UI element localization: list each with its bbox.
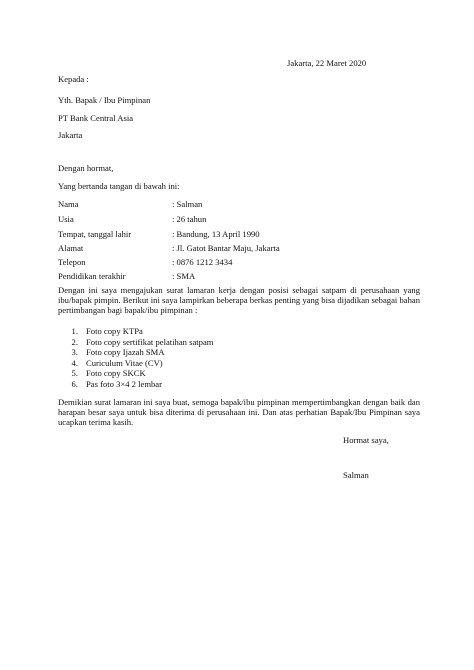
recipient-city: Jakarta [58, 130, 83, 140]
list-item [58, 347, 213, 358]
field-label-nama: Nama [58, 199, 79, 209]
list-item-number: 5. [71, 368, 78, 379]
attachment-list [58, 326, 213, 390]
list-item-text: Curiculum Vitae (CV) [86, 357, 163, 368]
list-item-number: 2. [71, 336, 78, 347]
list-item [58, 358, 213, 369]
recipient-company: PT Bank Central Asia [58, 113, 134, 123]
list-item-number: 1. [71, 326, 78, 336]
list-item-number: 3. [71, 347, 78, 358]
list-item-text: Foto copy Ijazah SMA [86, 347, 165, 358]
field-label-telepon: Telepon [58, 257, 86, 267]
list-item-text: Foto copy KTPa [86, 326, 143, 336]
field-label-ttl: Tempat, tanggal lahir [58, 229, 132, 239]
list-item-text: Foto copy sertifikat pelatihan satpam [86, 336, 214, 347]
body-paragraph: Dengan ini saya mengajukan surat lamaran kerja dengan posisi sebagai satpam di perusahaan yang ibu/bapak pimpin. Berikut ini saya lampirkan beberapa berkas penting yang bisa dijadikan sebagai bahan pertimbangan bagi bapak/ibu pimpinan : [58, 285, 420, 315]
field-value-usia: : 26 tahun [172, 214, 207, 224]
intro-line: Yang bertanda tangan di bawah ini: [58, 181, 180, 191]
list-item-text: Pas foto 3×4 2 lembar [86, 378, 162, 389]
recipient-salutation: Kepada : [58, 74, 89, 84]
field-value-alamat: : Jl. Gatot Bantar Maju, Jakarta [172, 243, 280, 253]
recipient-title: Yth. Bapak / Ibu Pimpinan [58, 95, 151, 105]
field-value-telepon: : 0876 1212 3434 [172, 257, 233, 267]
field-value-ttl: : Bandung, 13 April 1990 [172, 229, 260, 239]
closing-salutation: Hormat saya, [343, 435, 389, 445]
place-date: Jakarta, 22 Maret 2020 [287, 58, 367, 68]
list-item [58, 379, 213, 390]
list-item [58, 337, 213, 348]
field-label-pendidikan: Pendidikan terakhir [58, 271, 126, 281]
list-item-number: 4. [71, 357, 78, 368]
field-label-usia: Usia [58, 214, 74, 224]
list-item-number: 6. [71, 378, 78, 389]
field-label-alamat: Alamat [58, 243, 84, 253]
closing-paragraph: Demikian surat lamaran ini saya buat, semoga bapak/ibu pimpinan mempertimbangkan dengan baik dan harapan besar saya untuk bisa diterima di perusahaan ini. Dan atas perhatian Bapak/Ibu Pimpinan saya ucapkan terima kasih. [58, 397, 420, 427]
greeting: Dengan hormat, [58, 163, 114, 173]
list-item [58, 326, 213, 337]
list-item [58, 368, 213, 379]
signer-name: Salman [343, 470, 369, 480]
list-item-text: Foto copy SKCK [86, 368, 146, 379]
field-value-nama: : Salman [172, 199, 203, 209]
field-value-pendidikan: : SMA [172, 271, 196, 281]
